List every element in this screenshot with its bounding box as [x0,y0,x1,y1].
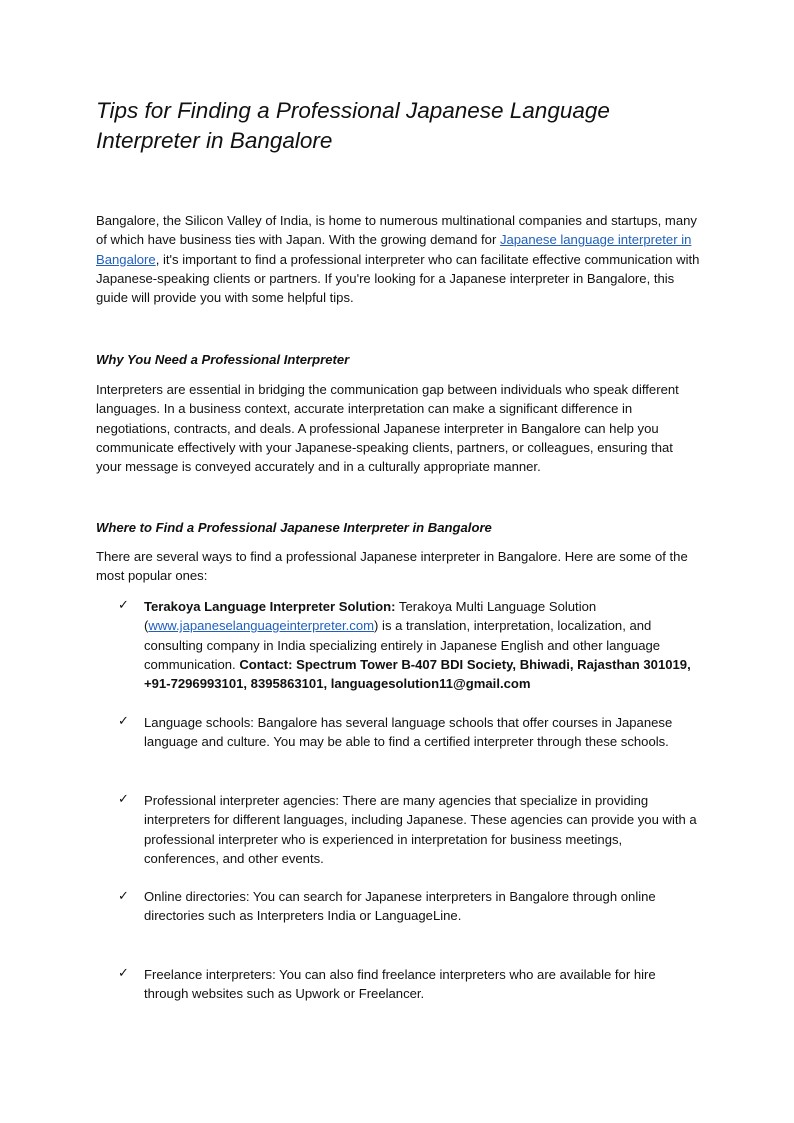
check-icon: ✓ [118,792,129,807]
terakoya-website-link[interactable]: www.japaneselanguageinterpreter.com [148,618,375,634]
why-paragraph: Interpreters are essential in bridging the communication gap between individuals who speak different languages. In a business context, accurate interpretation can make a significant difference in negotiations, contracts, and deals. A professional Japanese interpreter in Bangalore can help you communicate effectively with your Japanese-speaking clients, partners, or colleagues, ensuring that your message is conveyed accurately and in a culturally appropriate manner. [96,382,679,475]
where-paragraph: There are several ways to find a professional Japanese interpreter in Bangalore. Here are some of the most popular ones: [96,549,688,584]
list-item-directories: Online directories: You can search for Japanese interpreters in Bangalore through online directories such as Interpreters India or LanguageLine. [144,889,656,924]
intro-text-2: , it's important to find a professional interpreter who can facilitate effective communication with Japanese-speaking clients or partners. If you're looking for a Japanese interpreter in Bangalore, this guide will provide you with some helpful tips. [96,251,700,306]
list-item-terakoya [144,597,700,693]
check-icon: ✓ [118,889,129,904]
terakoya-label: Terakoya Language Interpreter Solution: [144,599,396,614]
check-icon: ✓ [118,966,129,981]
page-title: Tips for Finding a Professional Japanese Language Interpreter in Bangalore [96,98,610,153]
intro-text-1: Bangalore, the Silicon Valley of India, is home to numerous multinational companies and startups, many of which have business ties with Japan. With the growing demand for [96,213,697,248]
terakoya-text-1: Terakoya Multi Language Solution ( [144,599,597,634]
check-icon: ✓ [118,714,129,729]
japanese-interpreter-link[interactable]: Japanese language interpreter in Bangalore [96,232,692,267]
section-heading-where: Where to Find a Professional Japanese Interpreter in Bangalore [96,520,492,535]
terakoya-text-2: ) is a translation, interpretation, localization, and consulting company in India specializing entirely in Japanese English and other language communication. [144,618,661,672]
list-item-schools: Language schools: Bangalore has several language schools that offer courses in Japanese language and culture. You may be able to find a certified interpreter through these schools. [144,715,673,750]
section-heading-why: Why You Need a Professional Interpreter [96,352,350,367]
list-item-agencies: Professional interpreter agencies: There are many agencies that specialize in providing interpreters for different languages, including Japanese. These agencies can provide you with a professional interpreter who is experienced in interpretation for business meetings, conferences, and other events. [144,793,697,866]
terakoya-contact: Contact: Spectrum Tower B-407 BDI Society, Bhiwadi, Rajasthan 301019, +91-7296993101, 8395863101, languagesolution11@gmail.com [144,656,691,692]
intro-paragraph [96,211,700,307]
list-item-freelance: Freelance interpreters: You can also find freelance interpreters who are available for hire through websites such as Upwork or Freelancer. [144,967,656,1002]
check-icon: ✓ [118,598,129,613]
